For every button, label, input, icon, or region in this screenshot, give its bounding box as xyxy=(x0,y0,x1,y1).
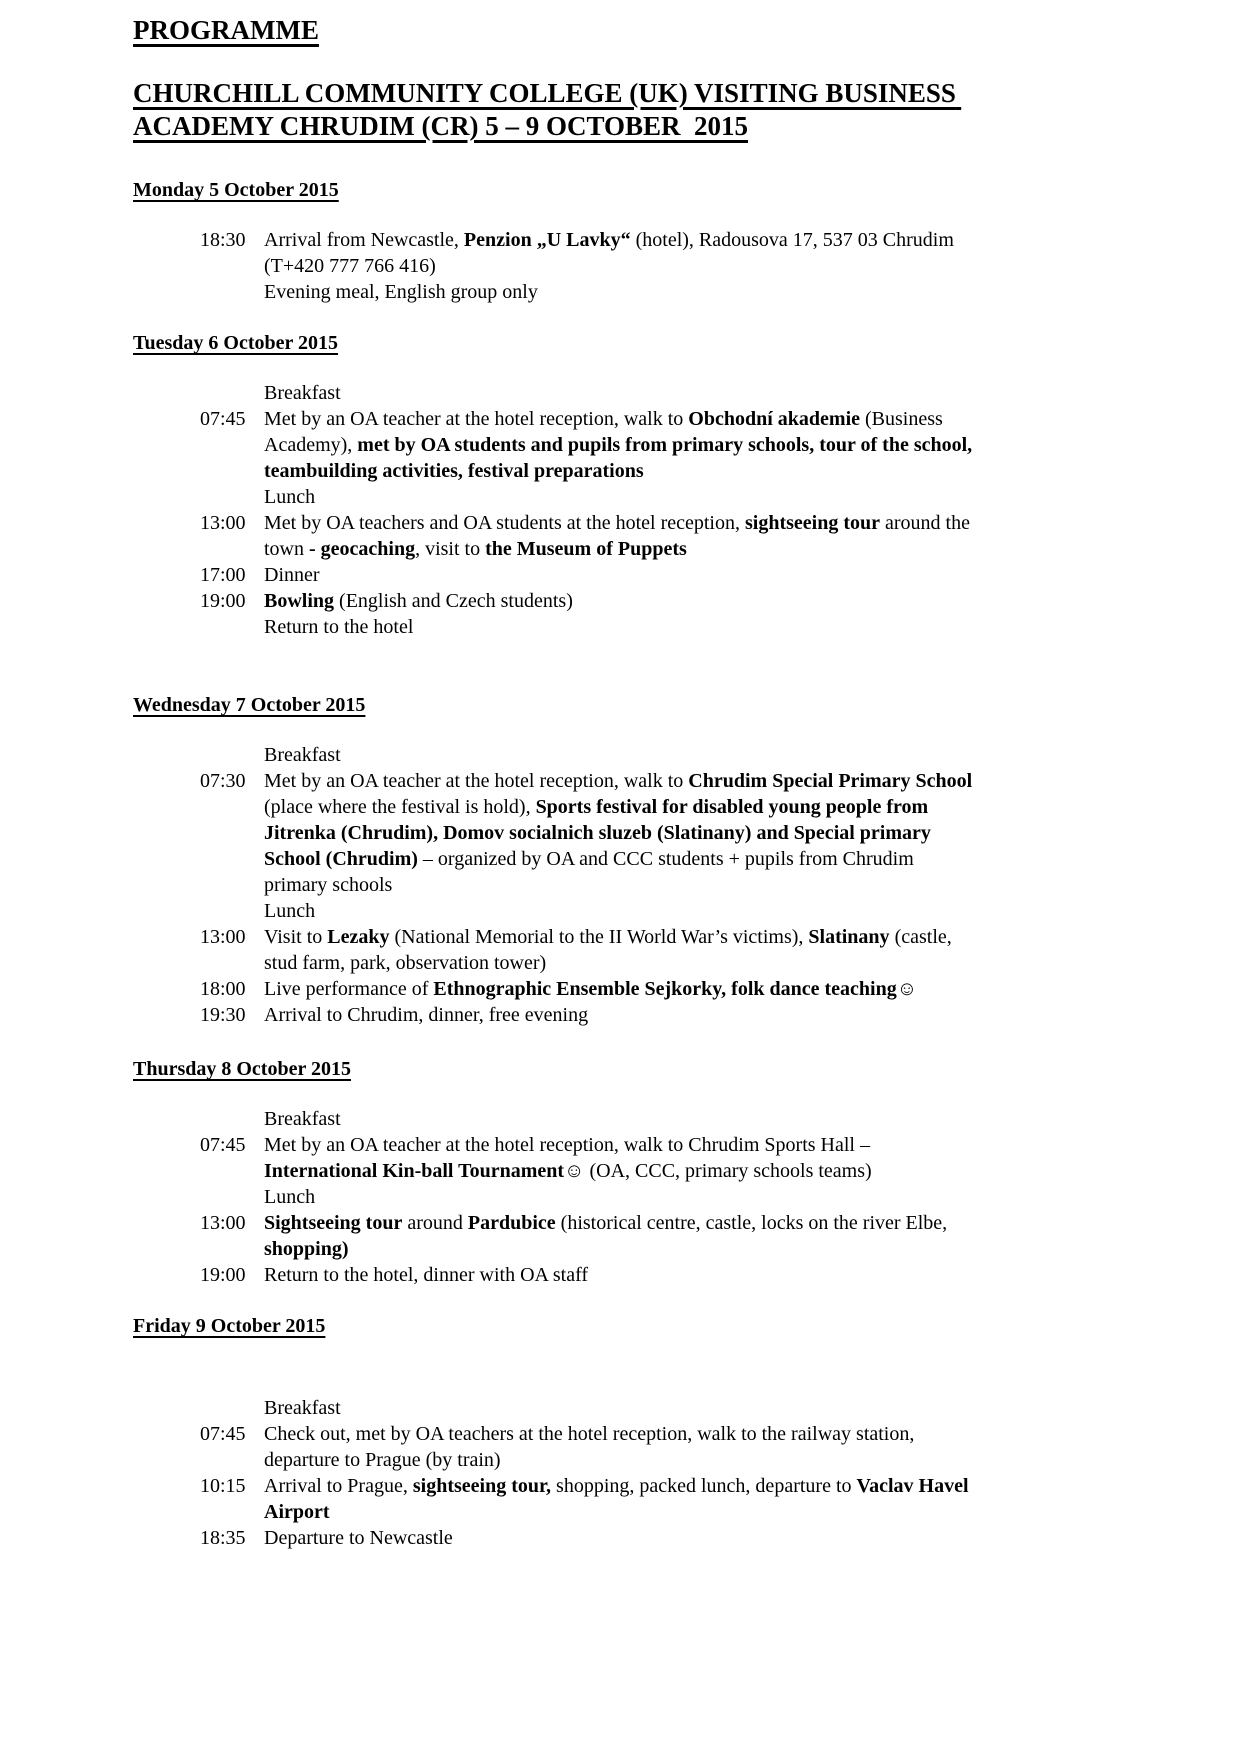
schedule-sections xyxy=(133,177,1185,1551)
schedule-row xyxy=(200,924,1185,976)
time-label: 07:45 xyxy=(200,408,246,430)
schedule-row xyxy=(200,1002,1185,1028)
schedule-row xyxy=(200,1421,1185,1473)
schedule-row xyxy=(200,976,1185,1002)
entry-text: Breakfast xyxy=(264,382,341,404)
time-label: 19:00 xyxy=(200,1264,246,1286)
schedule-row xyxy=(200,1106,1185,1132)
schedule-row xyxy=(200,1210,1185,1262)
time-label xyxy=(200,484,264,510)
schedule-row xyxy=(200,562,1185,588)
entry-text: Met by an OA teacher at the hotel reception, walk to Chrudim Special Primary School (place where the festival is hold), Sports festival for disabled young people from Jitrenka (Chrudim), Domov socialnich sluzeb (Slatinany) and Special primary School (Chrudim) – organized by OA and CCC students + pupils from Chrudim primary schools xyxy=(264,770,973,896)
schedule-row xyxy=(200,1395,1185,1421)
time-label: 13:00 xyxy=(200,926,246,948)
time-label: 07:30 xyxy=(200,770,246,792)
day-section xyxy=(133,177,1185,305)
entry-text: Breakfast xyxy=(264,1397,341,1419)
time-label: 13:00 xyxy=(200,1212,246,1234)
time-label xyxy=(200,279,264,305)
time-label: 10:15 xyxy=(200,1475,246,1497)
schedule-row xyxy=(200,742,1185,768)
day-heading: Thursday 8 October 2015 xyxy=(133,1058,351,1080)
entry-text: Arrival from Newcastle, Penzion „U Lavky“ (hotel), Radousova 17, 537 03 Chrudim (T+420 777 766 416) xyxy=(264,229,954,277)
schedule-row xyxy=(200,614,1185,640)
schedule-row xyxy=(200,1132,1185,1184)
time-label xyxy=(200,1184,264,1210)
entry-text: Arrival to Prague, sightseeing tour, shopping, packed lunch, departure to Vaclav Havel Airport xyxy=(264,1475,969,1523)
entry-text: Sightseeing tour around Pardubice (historical centre, castle, locks on the river Elbe, shopping) xyxy=(264,1212,948,1260)
schedule-row xyxy=(200,1262,1185,1288)
time-label: 13:00 xyxy=(200,512,246,534)
day-heading: Tuesday 6 October 2015 xyxy=(133,332,339,354)
main-heading: CHURCHILL COMMUNITY COLLEGE (UK) VISITING BUSINESS ACADEMY CHRUDIM (CR) 5 – 9 OCTOBER 2015 xyxy=(133,78,962,141)
entry-text: Check out, met by OA teachers at the hotel reception, walk to the railway station, departure to Prague (by train) xyxy=(264,1423,915,1471)
day-section xyxy=(133,1313,1185,1551)
schedule-row xyxy=(200,227,1185,279)
time-label: 19:00 xyxy=(200,590,246,612)
time-label: 18:30 xyxy=(200,229,246,251)
time-label xyxy=(200,614,264,640)
time-label xyxy=(200,1106,264,1132)
entry-text: Lunch xyxy=(264,486,316,508)
schedule-row xyxy=(200,1184,1185,1210)
schedule-row xyxy=(200,768,1185,898)
entry-text: Lunch xyxy=(264,900,316,922)
entry-text: Lunch xyxy=(264,1186,316,1208)
day-section xyxy=(133,692,1185,1028)
day-section xyxy=(133,330,1185,640)
entry-text: Evening meal, English group only xyxy=(264,281,538,303)
entry-text: Bowling (English and Czech students) xyxy=(264,590,573,612)
entry-text: Met by an OA teacher at the hotel reception, walk to Chrudim Sports Hall – International Kin-ball Tournament☺ (OA, CCC, primary schools teams) xyxy=(264,1134,872,1182)
doc-title: PROGRAMME xyxy=(133,15,319,45)
entry-text: Departure to Newcastle xyxy=(264,1527,453,1549)
entry-text: Return to the hotel xyxy=(264,616,414,638)
day-heading: Friday 9 October 2015 xyxy=(133,1315,326,1337)
schedule-row xyxy=(200,1525,1185,1551)
entry-text: Arrival to Chrudim, dinner, free evening xyxy=(264,1004,589,1026)
entry-text: Visit to Lezaky (National Memorial to the II World War’s victims), Slatinany (castle, stud farm, park, observation tower) xyxy=(264,926,952,974)
time-label: 17:00 xyxy=(200,564,246,586)
day-heading: Monday 5 October 2015 xyxy=(133,179,339,201)
schedule-row xyxy=(200,1473,1185,1525)
schedule-row xyxy=(200,406,1185,484)
time-label: 19:30 xyxy=(200,1004,246,1026)
schedule-row xyxy=(200,898,1185,924)
time-label: 18:00 xyxy=(200,978,246,1000)
schedule-row xyxy=(200,279,1185,305)
entry-text: Return to the hotel, dinner with OA staff xyxy=(264,1264,589,1286)
day-section xyxy=(133,1056,1185,1288)
time-label: 07:45 xyxy=(200,1423,246,1445)
time-label: 18:35 xyxy=(200,1527,246,1549)
entry-text: Breakfast xyxy=(264,1108,341,1130)
schedule-row xyxy=(200,588,1185,614)
entry-text: Breakfast xyxy=(264,744,341,766)
time-label xyxy=(200,742,264,768)
time-label xyxy=(200,380,264,406)
entry-text: Met by OA teachers and OA students at the hotel reception, sightseeing tour around the town - geocaching, visit to the Museum of Puppets xyxy=(264,512,970,560)
time-label: 07:45 xyxy=(200,1134,246,1156)
schedule-row xyxy=(200,484,1185,510)
entry-text: Dinner xyxy=(264,564,320,586)
time-label xyxy=(200,898,264,924)
schedule-row xyxy=(200,380,1185,406)
time-label xyxy=(200,1395,264,1421)
entry-text: Live performance of Ethnographic Ensemble Sejkorky, folk dance teaching☺ xyxy=(264,978,918,1000)
day-heading: Wednesday 7 October 2015 xyxy=(133,694,366,716)
schedule-row xyxy=(200,510,1185,562)
entry-text: Met by an OA teacher at the hotel reception, walk to Obchodní akademie (Business Academy), met by OA students and pupils from primary schools, tour of the school, teambuilding activities, festival preparations xyxy=(264,408,973,482)
